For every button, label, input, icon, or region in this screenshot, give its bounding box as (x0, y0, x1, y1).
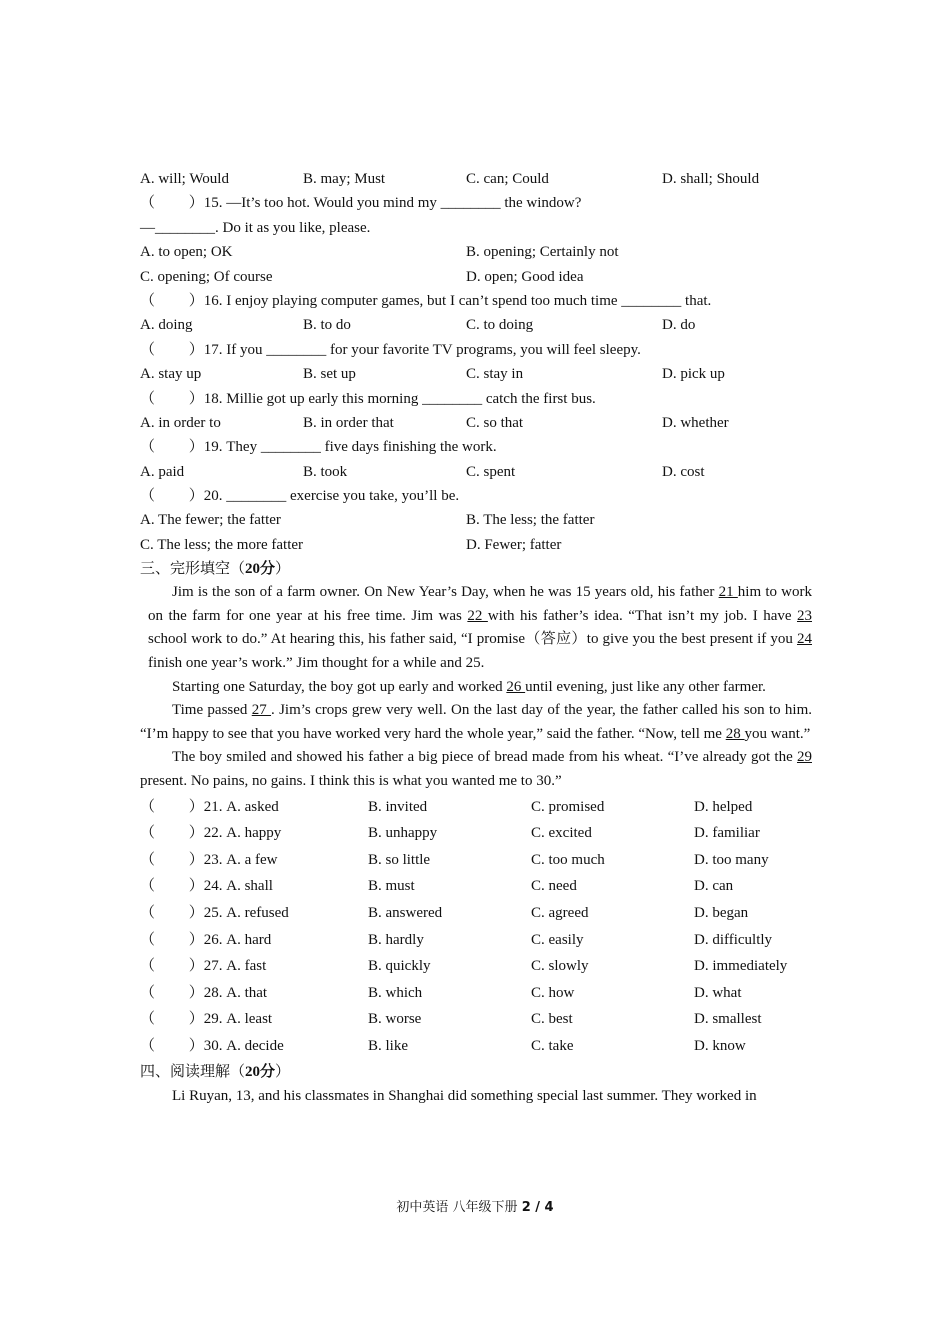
cloze-question-21 (140, 794, 812, 821)
cloze-question-26 (140, 927, 812, 954)
q28-option-a: （ ）28. A. that (140, 984, 268, 1001)
q18-option-c: C. so that (466, 414, 524, 431)
cloze-p4-text-2: present. No pains, no gains. I think this is what you wanted me to 30.” (140, 773, 562, 789)
q15-option-d: D. open; Good idea (466, 268, 584, 285)
reading-heading-text: 四、阅读理解（ (140, 1063, 246, 1080)
reading-heading-points: 20分 (245, 1063, 276, 1080)
cloze-heading (140, 557, 812, 581)
cloze-question-27 (140, 953, 812, 980)
q19-option-b: B. took (303, 463, 348, 480)
q19-option-a: A. paid (140, 463, 185, 480)
cloze-paragraph-4 (140, 746, 812, 793)
q15-reply: —________. Do it as you like, please. (140, 219, 371, 236)
q14-option-d: D. shall; Should (662, 171, 760, 187)
q25-option-d: D. began (694, 904, 749, 921)
q27-option-c: C. slowly (531, 958, 589, 975)
cloze-p2-text-2: until evening, just like any other farmer. (525, 678, 766, 695)
q24-option-b: B. must (368, 878, 415, 895)
cloze-heading-close: ） (275, 561, 291, 578)
q17-option-d: D. pick up (662, 366, 725, 383)
q30-option-d: D. know (694, 1037, 746, 1054)
cloze-p3-text-2: . Jim’s crops grew very well. On the last day of the year, the father called his son to him. “I’m happy to see that you have worked very hard the whole year,” said the father. “Now, tell me (140, 702, 813, 742)
cloze-question-23 (140, 847, 812, 874)
cloze-p2-text-1: Starting one Saturday, the boy got up early and worked (172, 678, 507, 695)
q30-option-c: C. take (531, 1037, 574, 1054)
q18-option-d: D. whether (662, 414, 729, 431)
reading-heading-close: ） (275, 1063, 291, 1080)
q20-option-b: B. The less; the fatter (466, 512, 595, 529)
q22-option-b: B. unhappy (368, 825, 438, 842)
q20-option-a: A. The fewer; the fatter (140, 512, 281, 529)
q14-options (140, 167, 812, 191)
q25-option-a: （ ）25. A. refused (140, 904, 289, 921)
blank-22: 22 (467, 607, 488, 624)
cloze-question-22 (140, 820, 812, 847)
q24-option-a: （ ）24. A. shall (140, 878, 273, 895)
q25-option-c: C. agreed (531, 904, 589, 921)
q29-option-a: （ ）29. A. least (140, 1011, 273, 1028)
reading-paragraph-1 (140, 1084, 812, 1108)
q29-option-b: B. worse (368, 1011, 422, 1028)
q25-option-b: B. answered (368, 904, 443, 921)
blank-24: 24 (797, 631, 812, 648)
page-content (140, 167, 812, 1108)
q16-option-c: C. to doing (466, 317, 534, 334)
q23-option-b: B. so little (368, 851, 431, 868)
cloze-question-25 (140, 900, 812, 927)
q16-stem: （ ）16. I enjoy playing computer games, but I can’t spend too much time ________ that. (140, 292, 712, 309)
reading-p1-text: Li Ruyan, 13, and his classmates in Shanghai did something special last summer. They worked in (172, 1087, 757, 1104)
q17-stem: （ ）17. If you ________ for your favorite TV programs, you will feel sleepy. (140, 341, 641, 358)
blank-29: 29 (797, 749, 812, 766)
cloze-question-24 (140, 873, 812, 900)
q23-option-a: （ ）23. A. a few (140, 851, 278, 868)
q16-options (140, 313, 812, 337)
cloze-question-30 (140, 1033, 812, 1060)
q18-options (140, 411, 812, 435)
page-footer (0, 1196, 950, 1215)
cloze-question-28 (140, 980, 812, 1007)
q26-option-c: C. easily (531, 931, 584, 948)
cloze-paragraph-3 (140, 699, 812, 746)
blank-27: 27 (251, 702, 272, 719)
q15-option-b: B. opening; Certainly not (466, 244, 619, 261)
cloze-question-29 (140, 1006, 812, 1033)
q21-option-b: B. invited (368, 798, 428, 815)
q16-option-d: D. do (662, 317, 696, 334)
footer-label: 初中英语 八年级下册 (396, 1200, 522, 1215)
q19-option-c: C. spent (466, 463, 516, 480)
q22-option-a: （ ）22. A. happy (140, 825, 282, 842)
q16-option-b: B. to do (303, 317, 351, 334)
cloze-p4-text-1: The boy smiled and showed his father a big piece of bread made from his wheat. “I’ve already got the (172, 749, 797, 766)
q28-option-c: C. how (531, 984, 575, 1001)
q26-option-b: B. hardly (368, 931, 424, 948)
q28-option-d: D. what (694, 984, 742, 1001)
q29-option-d: D. smallest (694, 1011, 762, 1028)
q17-options (140, 362, 812, 386)
q27-option-d: D. immediately (694, 958, 788, 975)
q24-option-d: D. can (694, 878, 734, 895)
q20-options-row2 (140, 533, 812, 557)
q26-option-d: D. difficultly (694, 931, 773, 948)
cloze-p3-text-3: you want.” (744, 725, 811, 742)
q15-option-c: C. opening; Of course (140, 268, 273, 285)
q30-option-b: B. like (368, 1037, 408, 1054)
q18-option-a: A. in order to (140, 414, 221, 431)
q14-option-a: A. will; Would (140, 171, 229, 187)
q18-option-b: B. in order that (303, 414, 394, 431)
blank-26: 26 (506, 678, 526, 695)
cloze-heading-text: 三、完形填空（ (140, 561, 246, 578)
q27-option-b: B. quickly (368, 958, 431, 975)
q18-stem: （ ）18. Millie got up early this morning ________ catch the first bus. (140, 390, 596, 407)
q19-options (140, 460, 812, 484)
q17-option-a: A. stay up (140, 366, 202, 383)
cloze-p3-text-1: Time passed (172, 702, 252, 719)
reading-heading (140, 1060, 812, 1084)
cloze-p1-text-4: school work to do.” At hearing this, his father said, “I promise（答应）to give you the best present if you (148, 631, 797, 648)
q20-stem: （ ）20. ________ exercise you take, you’ll be. (140, 488, 460, 505)
cloze-p1-text-1: Jim is the son of a farm owner. On New Year’s Day, when he was 15 years old, his father (172, 584, 719, 601)
cloze-paragraph-1 (140, 581, 812, 675)
q15-option-a: A. to open; OK (140, 244, 233, 261)
q21-option-c: C. promised (531, 798, 605, 815)
q17-option-b: B. set up (303, 366, 356, 383)
blank-21: 21 (718, 584, 738, 601)
cloze-heading-points: 20分 (245, 561, 276, 578)
q22-option-c: C. excited (531, 825, 592, 842)
footer-page-number: 2 / 4 (521, 1200, 554, 1215)
q19-option-d: D. cost (662, 463, 705, 480)
q20-options-row1 (140, 508, 812, 532)
q21-option-d: D. helped (694, 798, 753, 815)
q15-stem: （ ）15. —It’s too hot. Would you mind my ________ the window? (140, 195, 582, 212)
q14-option-b: B. may; Must (303, 171, 386, 187)
q15-options-row2 (140, 265, 812, 289)
q20-option-d: D. Fewer; fatter (466, 536, 562, 553)
cloze-p1-text-2: him to work on the farm for one year at his free time. Jim was (148, 584, 813, 624)
q28-option-b: B. which (368, 984, 423, 1001)
q17-option-c: C. stay in (466, 366, 524, 383)
q22-option-d: D. familiar (694, 825, 760, 842)
cloze-p1-text-3: with his father’s idea. “That isn’t my job. I have (487, 607, 797, 624)
q30-option-a: （ ）30. A. decide (140, 1037, 284, 1054)
q26-option-a: （ ）26. A. hard (140, 931, 272, 948)
q23-option-d: D. too many (694, 851, 769, 868)
q29-option-c: C. best (531, 1011, 573, 1028)
q20-option-c: C. The less; the more fatter (140, 536, 304, 553)
q23-option-c: C. too much (531, 851, 605, 868)
cloze-paragraph-2 (140, 676, 812, 700)
q16-option-a: A. doing (140, 317, 193, 334)
blank-28: 28 (725, 725, 745, 742)
q21-option-a: （ ）21. A. asked (140, 798, 279, 815)
q19-stem: （ ）19. They ________ five days finishing the work. (140, 439, 497, 456)
cloze-p1-text-5: finish one year’s work.” Jim thought for a while and 25. (148, 655, 485, 672)
q15-options-row1 (140, 240, 812, 264)
blank-23: 23 (797, 607, 812, 624)
q27-option-a: （ ）27. A. fast (140, 958, 267, 975)
q24-option-c: C. need (531, 878, 577, 895)
q14-option-c: C. can; Could (466, 171, 549, 187)
